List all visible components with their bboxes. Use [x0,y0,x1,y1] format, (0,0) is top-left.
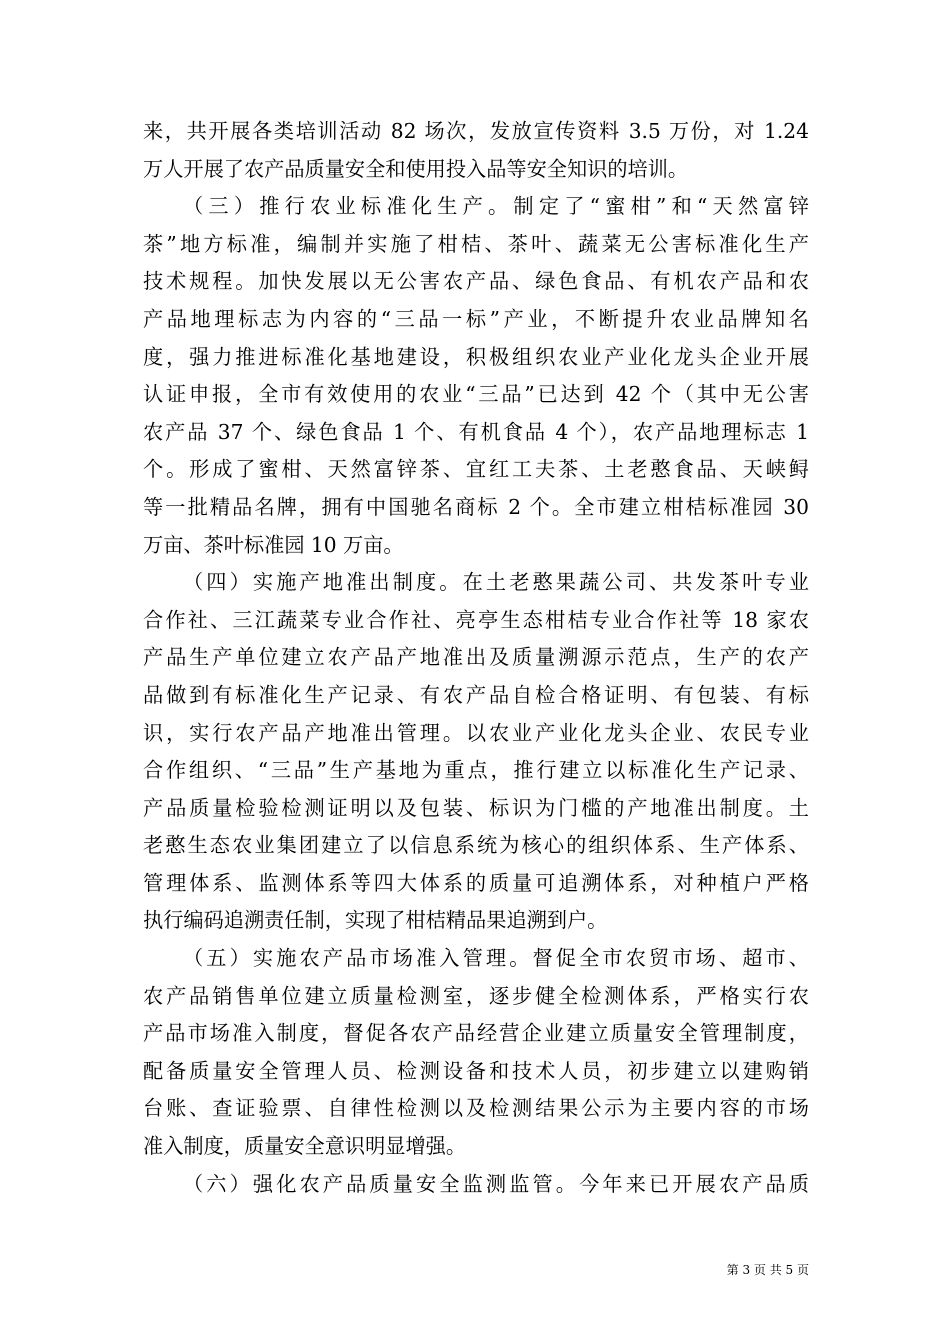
text-line: 度，强力推进标准化基地建设，积极组织农业产业化龙头企业开展 [143,344,809,369]
text-line: 茶”地方标准，编制并实施了柑桔、茶叶、蔬菜无公害标准化生产 [143,231,809,256]
text-line: 农产品 37 个、绿色食品 1 个、有机食品 4 个），农产品地理标志 1 [143,419,809,444]
text-line: 万亩、茶叶标准园 10 万亩。 [143,532,404,557]
text-line: 识，实行农产品产地准出管理。以农业产业化龙头企业、农民专业 [143,720,809,745]
text-line: 产品市场准入制度，督促各农产品经营企业建立质量安全管理制度， [143,1021,809,1046]
text-line: （六）强化农产品质量安全监测监管。今年来已开展农产品质 [183,1171,809,1196]
text-line: 产品地理标志为内容的“三品一标”产业，不断提升农业品牌知名 [143,306,809,331]
text-line: （四）实施产地准出制度。在土老憨果蔬公司、共发茶叶专业 [183,570,809,595]
text-line: 执行编码追溯责任制，实现了柑桔精品果追溯到户。 [143,908,608,933]
text-line: 合作组织、“三品”生产基地为重点，推行建立以标准化生产记录、 [143,758,809,783]
paragraph-intro [143,113,809,188]
text-line: 认证申报，全市有效使用的农业“三品”已达到 42 个（其中无公害 [143,382,809,407]
page-number-footer: 第 3 页 共 5 页 [726,1263,809,1277]
text-line: 万人开展了农产品质量安全和使用投入品等安全知识的培训。 [143,156,689,181]
paragraph-section-3 [143,188,809,564]
text-line: 台账、查证验票、自律性检测以及检测结果公示为主要内容的市场 [143,1096,809,1121]
text-line: 合作社、三江蔬菜专业合作社、亮亭生态柑桔专业合作社等 18 家农 [143,607,809,632]
text-line: 技术规程。加快发展以无公害农产品、绿色食品、有机农产品和农 [143,269,809,294]
text-line: 品做到有标准化生产记录、有农产品自检合格证明、有包装、有标 [143,682,809,707]
text-line: 产品质量检验检测证明以及包装、标识为门槛的产地准出制度。土 [143,795,809,820]
text-line: 产品生产单位建立农产品产地准出及质量溯源示范点，生产的农产 [143,645,809,670]
document-body [143,113,809,1203]
text-line: 农产品销售单位建立质量检测室，逐步健全检测体系，严格实行农 [143,983,809,1008]
text-line: 准入制度，质量安全意识明显增强。 [143,1134,467,1159]
text-line: 来，共开展各类培训活动 82 场次，发放宣传资料 3.5 万份，对 1.24 [143,119,809,143]
text-line: 等一批精品名牌，拥有中国驰名商标 2 个。全市建立柑桔标准园 30 [143,494,809,519]
paragraph-section-6 [143,1166,809,1204]
text-line: 个。形成了蜜柑、天然富锌茶、宜红工夫茶、土老憨食品、天峡鲟 [143,457,809,482]
text-line: 配备质量安全管理人员、检测设备和技术人员，初步建立以建购销 [143,1058,809,1083]
text-line: （五）实施农产品市场准入管理。督促全市农贸市场、超市、 [183,946,809,971]
text-line: 管理体系、监测体系等四大体系的质量可追溯体系，对种植户严格 [143,870,809,895]
paragraph-section-4 [143,564,809,940]
paragraph-section-5 [143,940,809,1166]
text-line: 老憨生态农业集团建立了以信息系统为核心的组织体系、生产体系、 [143,833,809,858]
text-line: （三）推行农业标准化生产。制定了“蜜柑”和“天然富锌 [183,194,809,219]
